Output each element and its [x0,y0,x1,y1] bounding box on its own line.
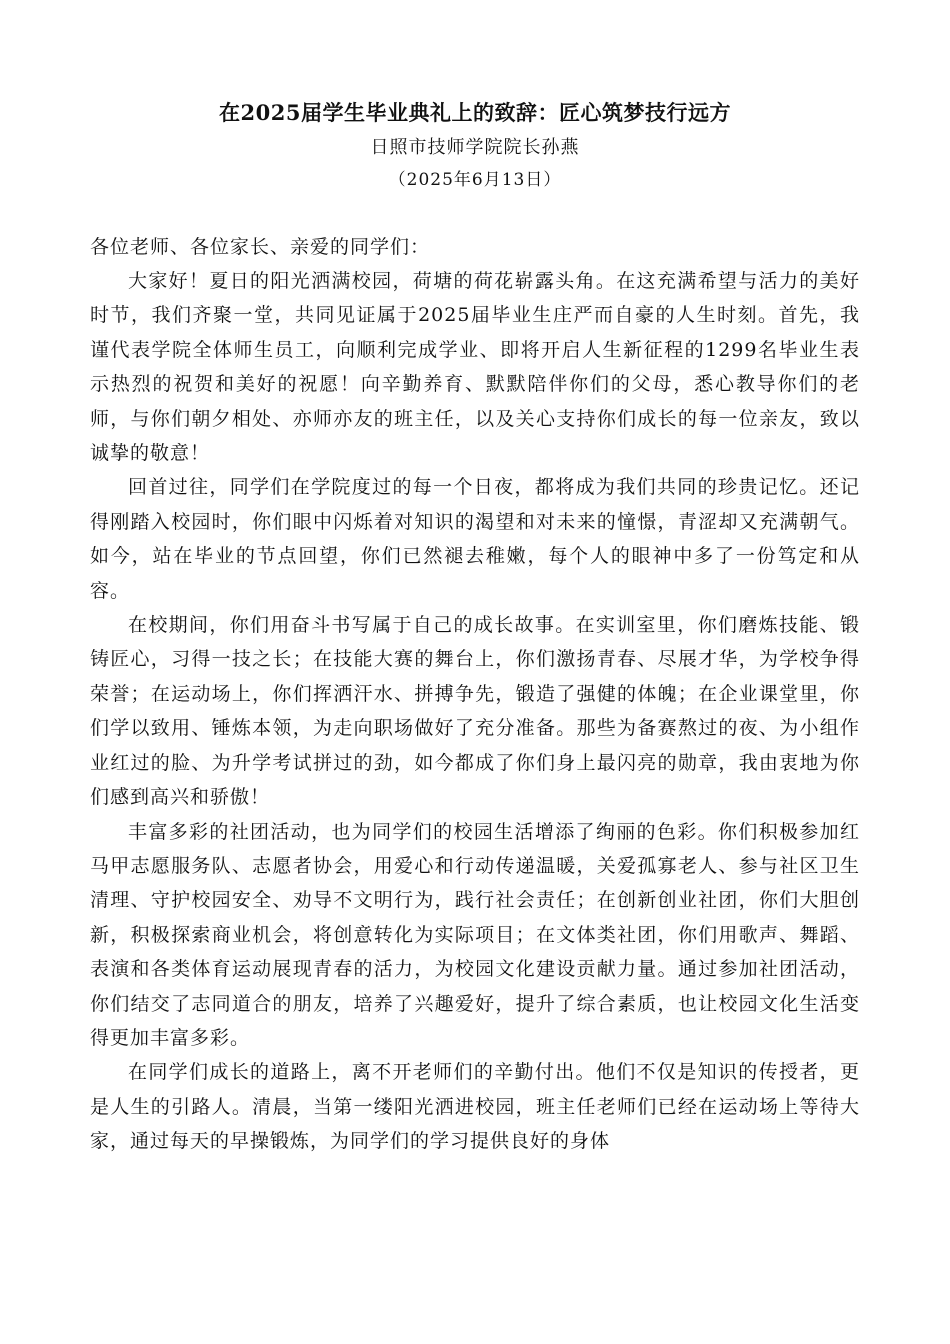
paragraph: 丰富多彩的社团活动，也为同学们的校园生活增添了绚丽的色彩。你们积极参加红马甲志愿服务队、志愿者协会，用爱心和行动传递温暖，关爱孤寡老人、参与社区卫生清理、守护校园安全、劝导不文明行为，践行社会责任；在创新创业社团，你们大胆创新，积极探索商业机会，将创意转化为实际项目；在文体类社团，你们用歌声、舞蹈、表演和各类体育运动展现青春的活力，为校园文化建设贡献力量。通过参加社团活动，你们结交了志同道合的朋友，培养了兴趣爱好，提升了综合素质，也让校园文化生活变得更加丰富多彩。 [90,820,860,1049]
salutation: 各位老师、各位家长、亲爱的同学们： [90,236,431,258]
document-date: （2025年6月13日） [388,170,562,190]
document-author: 日照市技师学院院长孙燕 [370,137,580,158]
paragraph: 在同学们成长的道路上，离不开老师们的辛勤付出。他们不仅是知识的传授者，更是人生的引路人。清晨，当第一缕阳光洒进校园，班主任老师们已经在运动场上等待大家，通过每天的早操锻炼，为同学们的学习提供良好的身体 [90,1061,860,1153]
paragraph: 在校期间，你们用奋斗书写属于自己的成长故事。在实训室里，你们磨炼技能、锻铸匠心，习得一技之长；在技能大赛的舞台上，你们激扬青春、尽展才华，为学校争得荣誉；在运动场上，你们挥洒汗水、拼搏争先，锻造了强健的体魄；在企业课堂里，你们学以致用、锤炼本领，为走向职场做好了充分准备。那些为备赛熬过的夜、为小组作业红过的脸、为升学考试拼过的劲，如今都成了你们身上最闪亮的勋章，我由衷地为你们感到高兴和骄傲！ [90,614,860,809]
paragraph: 回首过往，同学们在学院度过的每一个日夜，都将成为我们共同的珍贵记忆。还记得刚踏入校园时，你们眼中闪烁着对知识的渴望和对未来的憧憬，青涩却又充满朝气。如今，站在毕业的节点回望，你们已然褪去稚嫩，每个人的眼神中多了一份笃定和从容。 [90,476,860,602]
paragraph: 大家好！夏日的阳光洒满校园，荷塘的荷花崭露头角。在这充满希望与活力的美好时节，我们齐聚一堂，共同见证属于2025届毕业生庄严而自豪的人生时刻。首先，我谨代表学院全体师生员工，向顺利完成学业、即将开启人生新征程的1299名毕业生表示热烈的祝贺和美好的祝愿！向辛勤养育、默默陪伴你们的父母，悉心教导你们的老师，与你们朝夕相处、亦师亦友的班主任，以及关心支持你们成长的每一位亲友，致以诚挚的敬意！ [90,270,860,465]
document-title: 在2025届学生毕业典礼上的致辞：匠心筑梦技行远方 [219,100,731,125]
